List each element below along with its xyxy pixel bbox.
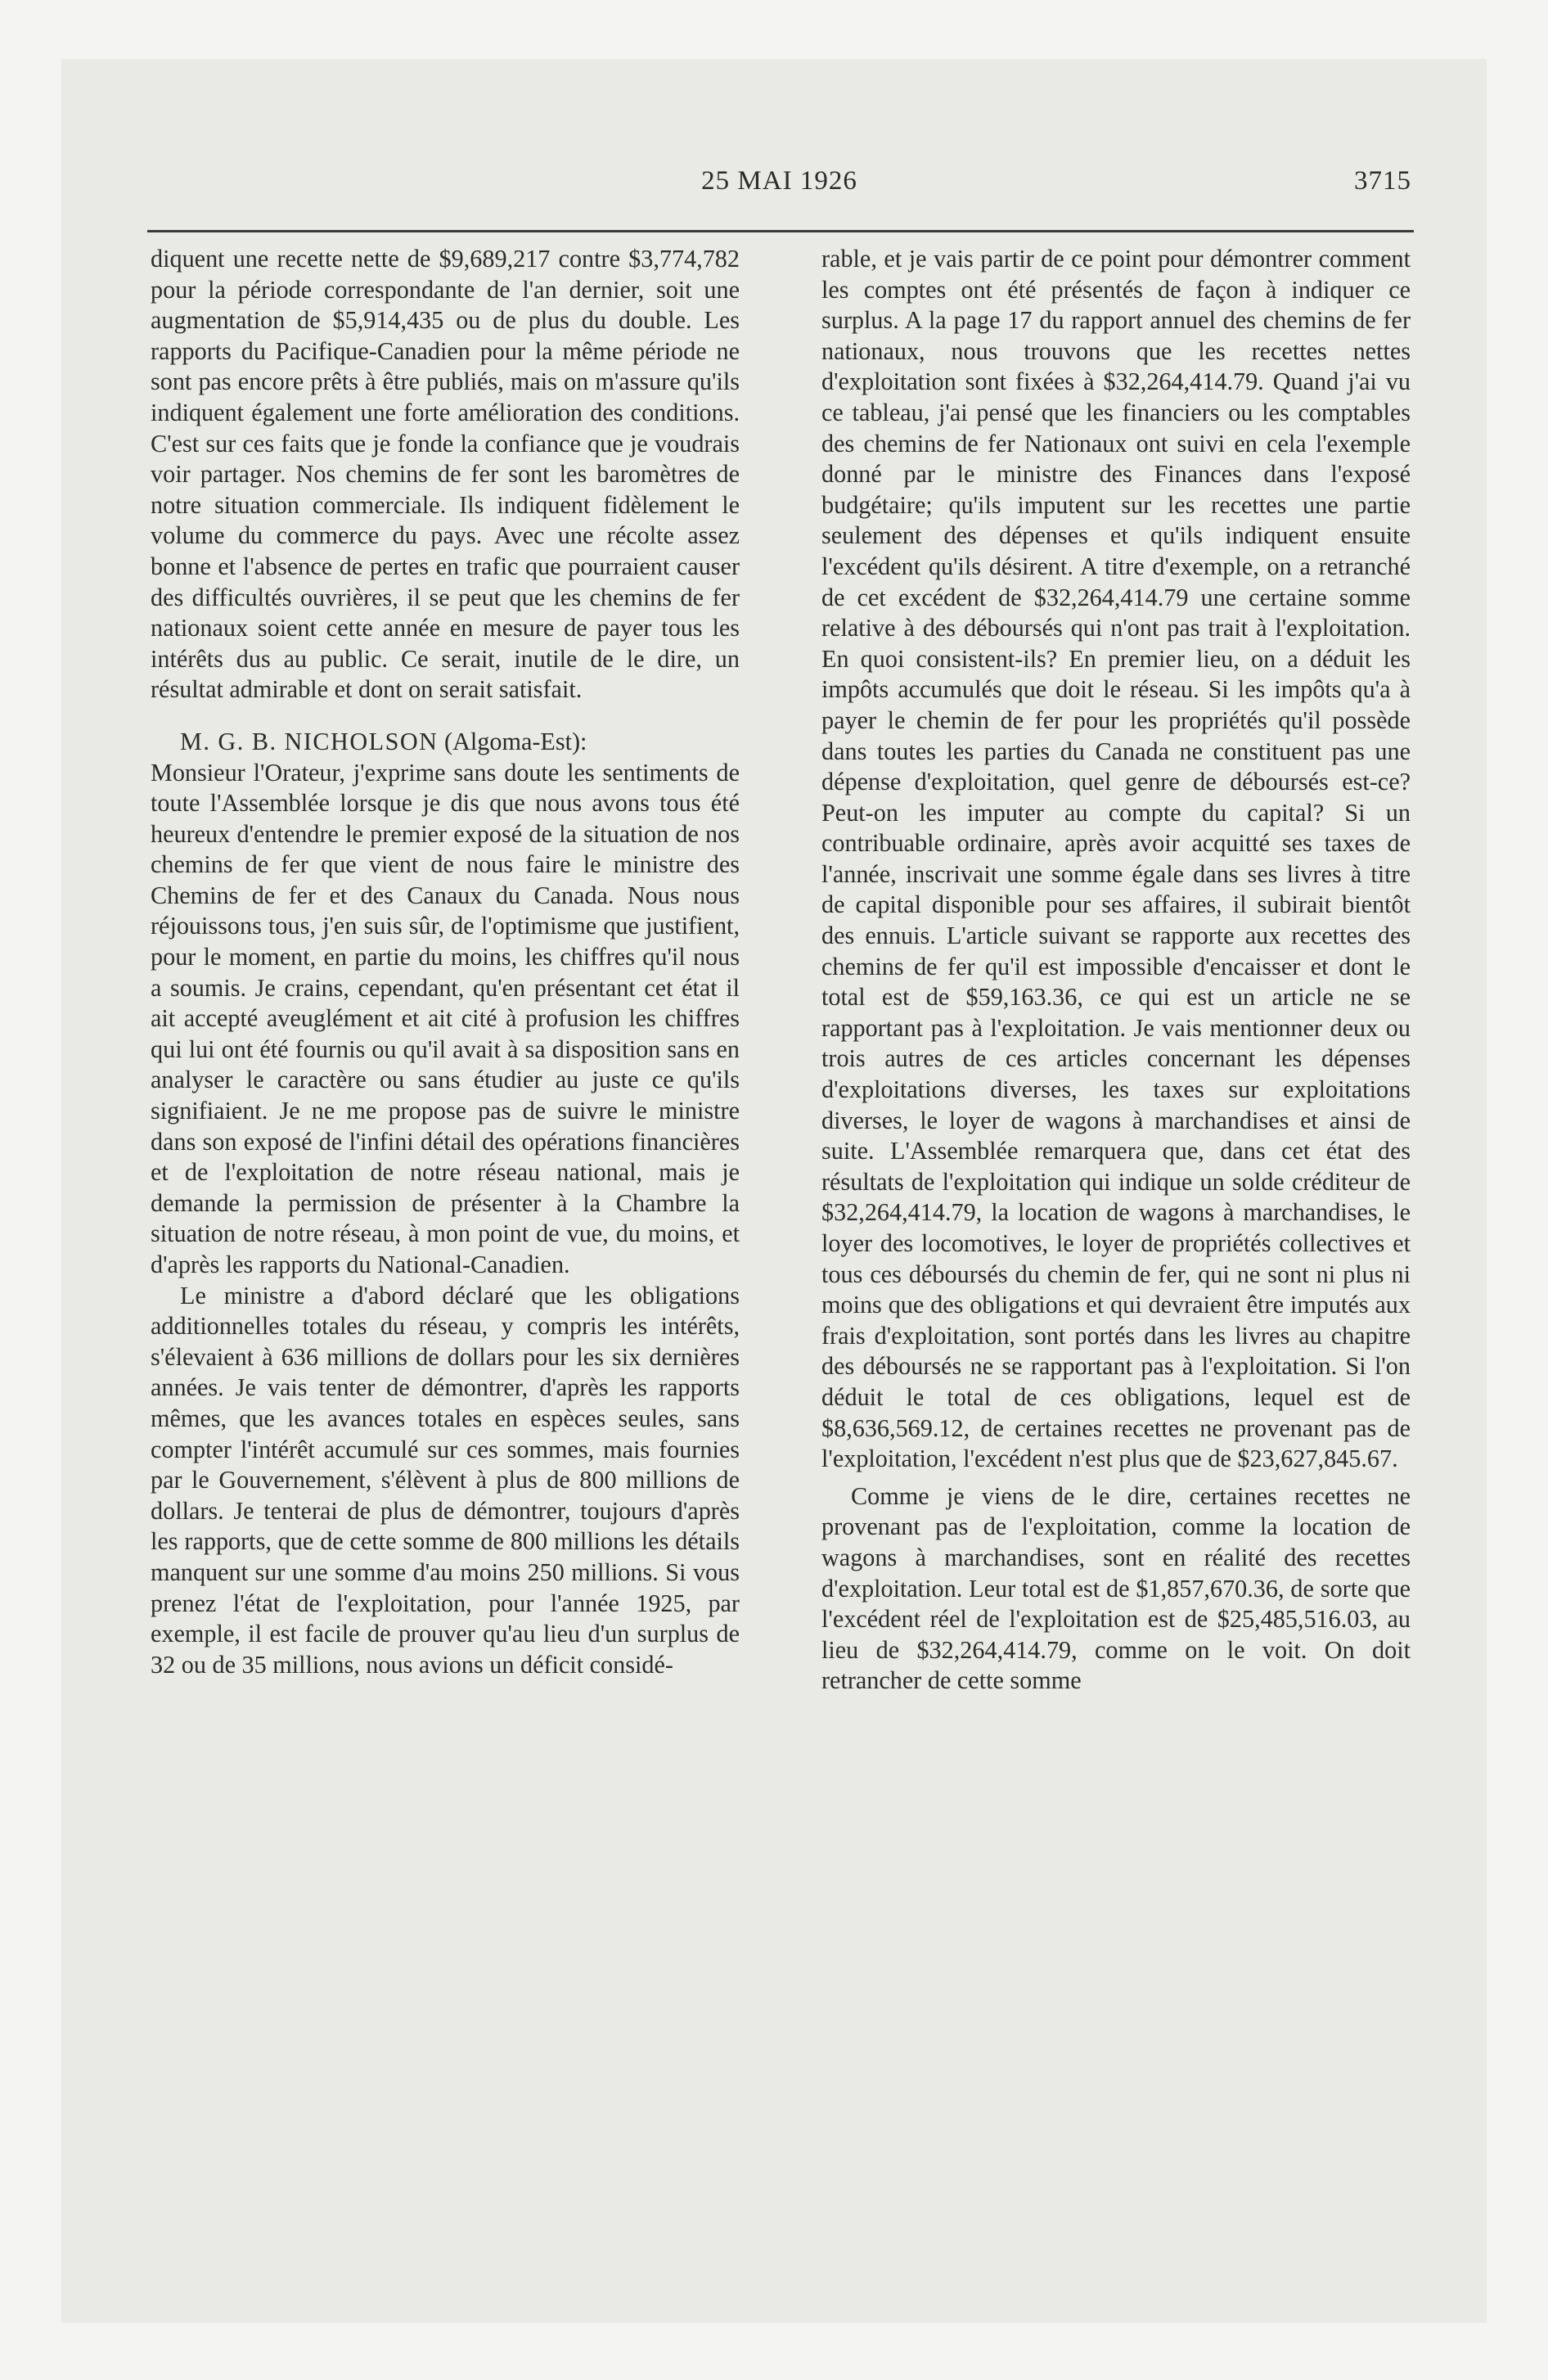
right-column xyxy=(821,244,1411,1697)
speaker-riding: (Algoma-Est): xyxy=(438,727,587,755)
left-paragraph-2: Monsieur l'Orateur, j'exprime sans doute les sentiments de toute l'Assemblée lorsque je dis que nous avons tous été heureux d'entendre le premier exposé de la situation de nos chemins de fer que vient de nous faire le ministre des Chemins de fer et des Canaux du Canada. Nous nous réjouissons tous, j'en suis sûr, de l'optimisme que justifient, pour le moment, en partie du moins, les chiffres qu'il nous a soumis. Je crains, cependant, qu'en présentant cet état il ait accepté aveuglément et ait cité à profusion les chiffres qui lui ont été fournis ou qu'il avait à sa disposition sans en analyser le caractère ou sans étudier au juste ce qu'ils signifiaient. Je ne me propose pas de suivre le ministre dans son exposé de l'infini détail des opérations financières et de l'exploitation de notre réseau national, mais je demande la permission de présenter à la Chambre la situation de notre réseau, à mon point de vue, du moins, et d'après les rapports du National-Canadien. xyxy=(151,758,740,1278)
left-paragraph-1: diquent une recette nette de $9,689,217 contre $3,774,782 pour la période correspondante de l'an dernier, soit une augmentation de $5,914,435 ou de plus du double. Les rapports du Pacifique-Canadien pour la même période ne sont pas encore prêts à être publiés, mais on m'assure qu'ils indiquent également une forte amélioration des conditions. C'est sur ces faits que je fonde la confiance que je voudrais voir partager. Nos chemins de fer sont les baromètres de notre situation commerciale. Ils indiquent fidèlement le volume du commerce du pays. Avec une récolte assez bonne et l'absence de pertes en trafic que pourraient causer des difficultés ouvrières, il se peut que les chemins de fer nationaux soient cette année en mesure de payer tous les intérêts dus au public. Ce serait, inutile de le dire, un résultat admirable et dont on serait satisfait. xyxy=(151,245,740,704)
speaker-name: M. G. B. NICHOLSON xyxy=(180,727,439,755)
page-number: 3715 xyxy=(1354,166,1411,196)
left-column xyxy=(151,244,740,1680)
right-paragraph-2: Comme je viens de le dire, certaines recettes ne provenant pas de l'exploitation, comme la location de wagons à marchandises, sont en réalité des recettes d'exploitation. Leur total est de $1,857,670.36, de sorte que l'excédent réel de l'exploitation est de $25,485,516.03, au lieu de $32,264,414.79, comme on le voit. On doit retrancher de cette somme xyxy=(821,1481,1411,1695)
header-rule xyxy=(147,230,1414,232)
right-paragraph-1: rable, et je vais partir de ce point pour démontrer comment les comptes ont été présentés de façon à indiquer ce surplus. A la page 17 du rapport annuel des chemins de fer nationaux, nous trouvons que les recettes nettes d'exploitation sont fixées à $32,264,414.79. Quand j'ai vu ce tableau, j'ai pensé que les financiers ou les comptables des chemins de fer Nationaux ont suivi en cela l'exemple donné par le ministre des Finances dans l'exposé budgétaire; qu'ils imputent sur les recettes une partie seulement des dépenses et qu'ils indiquent ensuite l'excédent qu'ils désirent. A titre d'exemple, on a retranché de cet excédent de $32,264,414.79 une certaine somme relative à des déboursés qui n'ont pas trait à l'exploitation. En quoi consistent-ils? En premier lieu, on a déduit les impôts accumulés que doit le réseau. Si les impôts qu'a à payer le chemin de fer pour les propriétés qu'il possède dans toutes les parties du Canada ne constituent pas une dépense d'exploitation, quel genre de déboursés est-ce? Peut-on les imputer au compte du capital? Si un contribuable ordinaire, après avoir acquitté ses taxes de l'année, inscrivait une somme égale dans ses livres à titre de capital disponible pour ses affaires, il subirait bientôt des ennuis. L'article suivant se rapporte aux recettes des chemins de fer qu'il est impossible d'encaisser et dont le total est de $59,163.36, ce qui est un article ne se rapportant pas à l'exploitation. Je vais mentionner deux ou trois autres de ces articles concernant les dépenses d'exploitations diverses, les taxes sur exploitations diverses, le loyer de wagons à marchandises et ainsi de suite. L'Assemblée remarquera que, dans cet état des résultats de l'exploitation qui indique un solde créditeur de $32,264,414.79, la location de wagons à marchandises, le loyer des locomotives, le loyer de propriétés collectives et tous ces déboursés du chemin de fer, qui ne sont ni plus ni moins que des obligations et qui devraient être imputés aux frais d'exploitation, sont portés dans les livres au chapitre des déboursés ne se rapportant pas à l'exploitation. Si l'on déduit le total de ces obligations, lequel est de $8,636,569.12, de certaines recettes ne provenant pas de l'exploitation, l'excédent n'est plus que de $23,627,845.67. xyxy=(821,245,1411,1473)
left-paragraph-3: Le ministre a d'abord déclaré que les obligations additionnelles totales du réseau, y compris les intérêts, s'élevaient à 636 millions de dollars pour les six dernières années. Je vais tenter de démontrer, d'après les rapports mêmes, que les avances totales en espèces seules, sans compter l'intérêt accumulé sur ces sommes, mais fournies par le Gouvernement, s'élèvent à plus de 800 millions de dollars. Je tenterai de plus de démontrer, toujours d'après les rapports, que de cette somme de 800 millions les détails manquent sur une somme d'au moins 250 millions. Si vous prenez l'état de l'exploitation, pour l'année 1925, par exemple, il est facile de prouver qu'au lieu d'un surplus de 32 ou de 35 millions, nous avions un déficit considé- xyxy=(151,1281,740,1679)
page-header xyxy=(147,166,1411,215)
sitting-date: 25 MAI 1926 xyxy=(701,166,857,196)
speaker-line xyxy=(151,727,740,758)
